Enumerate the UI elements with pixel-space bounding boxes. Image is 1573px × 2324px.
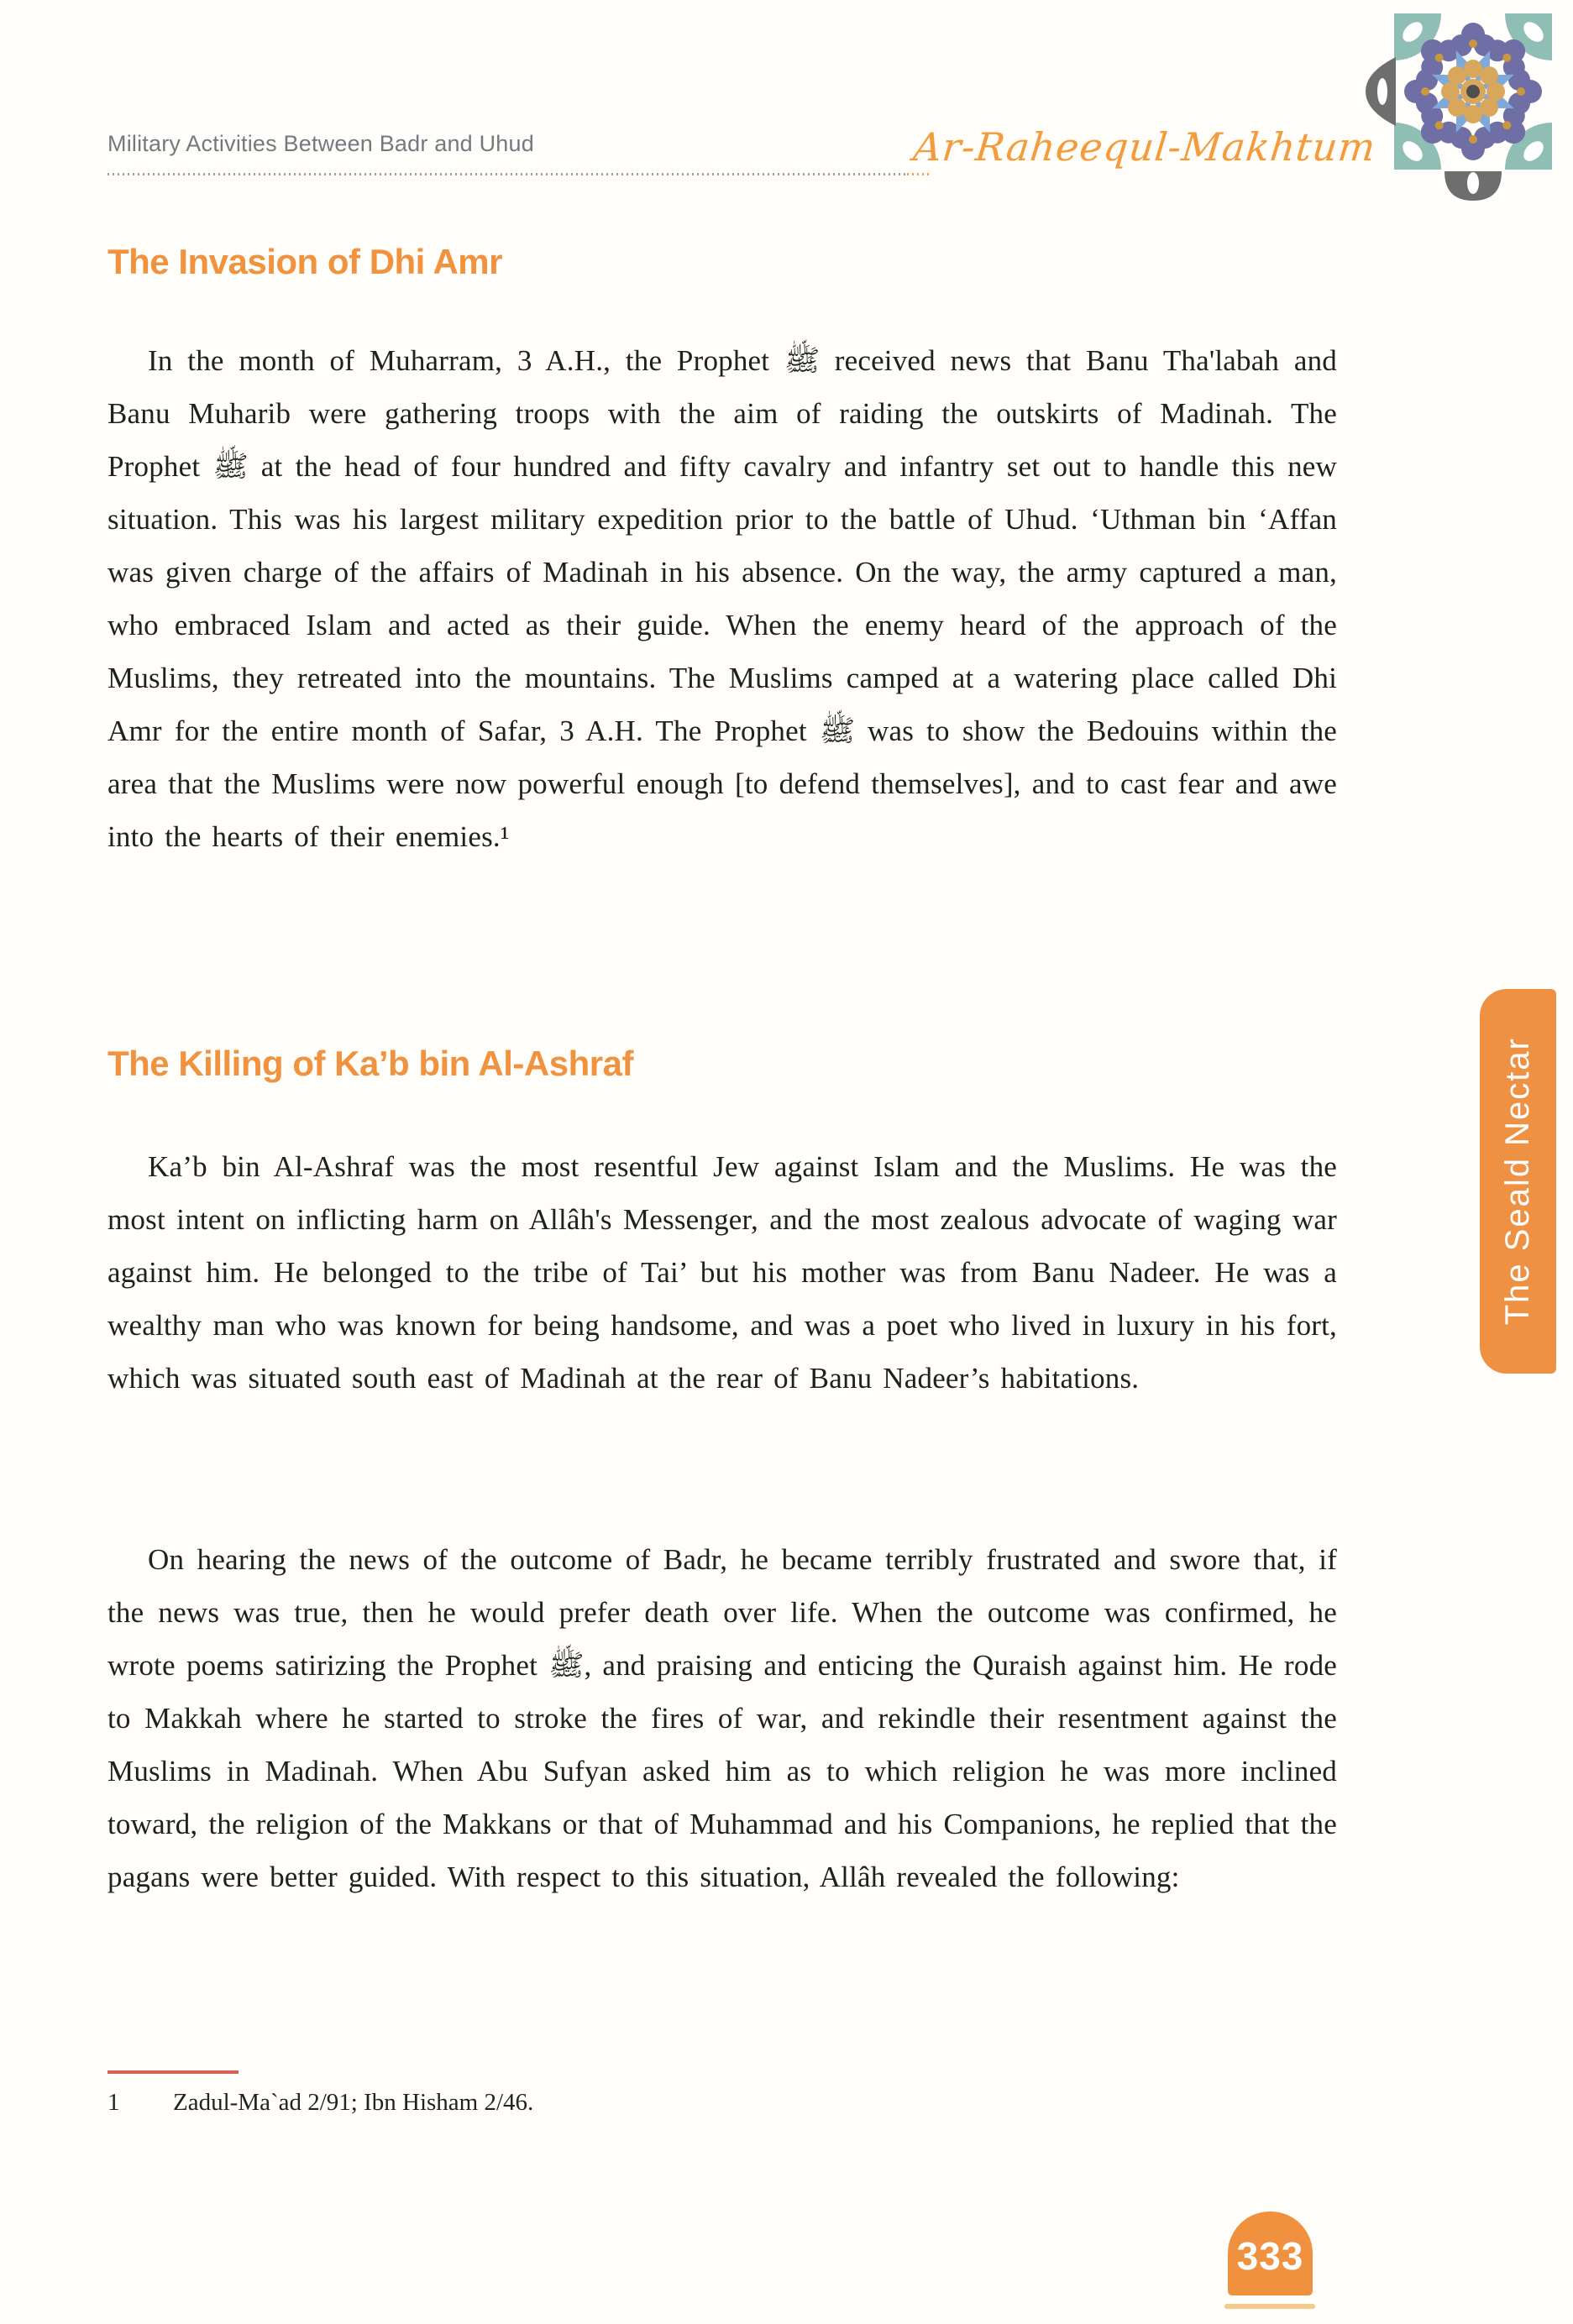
header-dotted-leader-accent — [907, 173, 929, 175]
page-number-underline — [1224, 2304, 1315, 2309]
section-heading-invasion-dhi-amr: The Invasion of Dhi Amr — [107, 242, 502, 281]
paragraph-invasion: In the month of Muharram, 3 A.H., the Prophet ﷺ received news that Banu Tha'labah and Banu Muharib were gathering troops with the aim of raiding the outskirts of Madinah. The Prophet ﷺ at the head of four hundred and fifty cavalry and infantry set out to handle this new situation. This was his largest military expedition prior to the battle of Uhud. ‘Uthman bin ‘Affan was given charge of the affairs of Madinah in his absence. On the way, the army captured a man, who embraced Islam and acted as their guide. When the enemy heard of the approach of the Muslims, they retreated into the mountains. The Muslims camped at a watering place called Dhi Amr for the entire month of Safar, 3 A.H. The Prophet ﷺ was to show the Bedouins within the area that the Muslims were now powerful enough [to defend themselves], and to cast fear and awe into the hearts of their enemies.¹ — [107, 344, 1337, 853]
page-number-badge — [1228, 2211, 1313, 2295]
section-heading-killing-kab: The Killing of Ka’b bin Al-Ashraf — [107, 1044, 633, 1083]
side-tab-label: The Seald Nectar — [1499, 1037, 1536, 1326]
book-title-calligraphy: Ar-Raheequl-Makhtum — [911, 124, 1378, 170]
footnote — [107, 2089, 533, 2117]
side-bookmark-tab — [1480, 989, 1556, 1374]
page-number: 333 — [1236, 2234, 1304, 2278]
header-dotted-leader — [107, 173, 905, 175]
footnote-number: 1 — [107, 2089, 120, 2116]
footnote-text: Zadul-Ma`ad 2/91; Ibn Hisham 2/46. — [173, 2089, 534, 2116]
paragraph-kab-intro: Ka’b bin Al-Ashraf was the most resentful Jew against Islam and the Muslims. He was the most intent on inflicting harm on Allâh's Messenger, and the most zealous advocate of waging war against him. He belonged to the tribe of Tai’ but his mother was from Banu Nadeer. He was a wealthy man who was known for being handsome, and was a poet who lived in luxury in his fort, which was situated south east of Madinah at the rear of Banu Nadeer’s habitations. — [107, 1150, 1337, 1395]
corner-ornament-icon — [1361, 7, 1558, 202]
running-title: Military Activities Between Badr and Uhud — [107, 131, 534, 156]
footnote-separator-rule — [107, 2070, 239, 2074]
paragraph-kab-badr: On hearing the news of the outcome of Badr, he became terribly frustrated and swore that, if the news was true, then he would prefer death over life. When the outcome was confirmed, he wrote poems satirizing the Prophet ﷺ, and praising and enticing the Quraish against him. He rode to Makkah where he started to stroke the fires of war, and rekindle their resentment against the Muslims in Madinah. When Abu Sufyan asked him as to which religion he was more inclined toward, the religion of the Makkans or that of Muhammad and his Companions, he replied that the pagans were better guided. With respect to this situation, Allâh revealed the following: — [107, 1543, 1337, 1893]
